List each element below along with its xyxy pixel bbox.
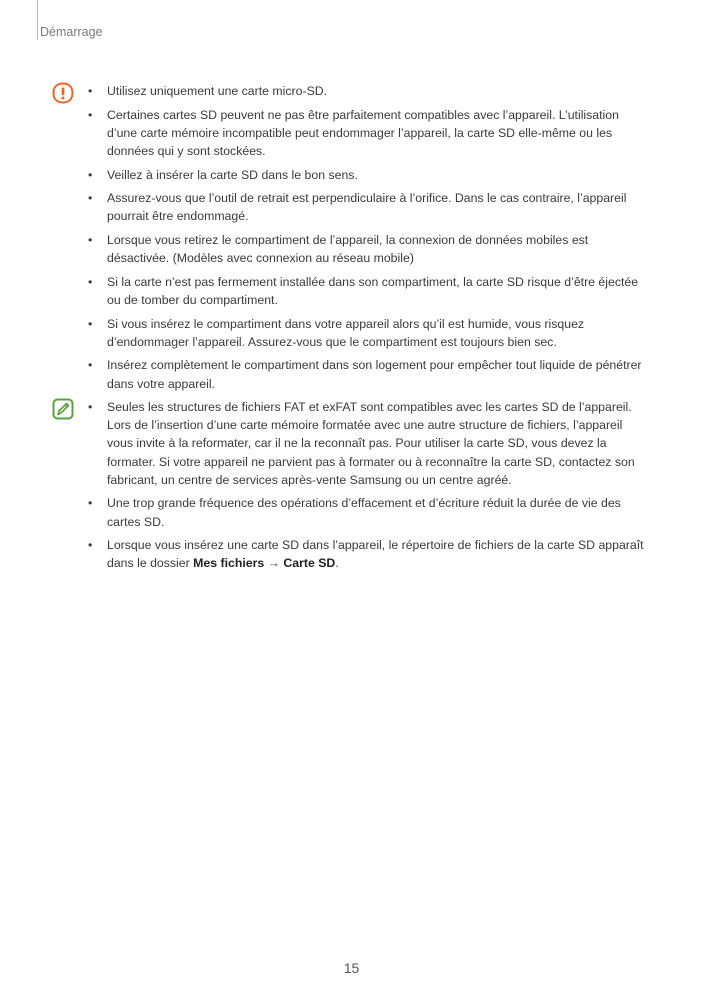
note-icon	[52, 398, 74, 420]
caution-item: • Veillez à insérer la carte SD dans le bon sens.	[88, 166, 650, 184]
note-item: • Seules les structures de fichiers FAT et exFAT sont compatibles avec les cartes SD de l’appareil. Lors de l’insertion d’une carte mémoire formatée avec une autre structure de fichiers, l’appareil vous invite à la reformater, car il ne la reconnaît pas. Pour utiliser la carte SD, vous devez la formater. Si votre appareil ne parvient pas à formater ou à reconnaître la carte SD, contactez son fabricant, un centre de services après-vente Samsung ou un centre agréé.	[88, 398, 650, 489]
section-title: Démarrage	[40, 25, 103, 39]
caution-item: • Lorsque vous retirez le compartiment de l’appareil, la connexion de données mobiles est désactivée. (Modèles avec connexion au réseau mobile)	[88, 231, 650, 267]
path-arrow: →	[264, 556, 284, 571]
caution-list	[88, 82, 650, 398]
caution-item: • Assurez-vous que l’outil de retrait est perpendiculaire à l’orifice. Dans le cas contraire, l’appareil pourrait être endommagé.	[88, 189, 650, 225]
header-divider	[37, 0, 38, 40]
caution-item: • Si vous insérez le compartiment dans votre appareil alors qu’il est humide, vous risquez d’endommager l’appareil. Assurez-vous que le compartiment est toujours bien sec.	[88, 315, 650, 351]
note-list	[88, 398, 650, 578]
sentence-end: .	[335, 556, 339, 571]
page-number: 15	[343, 960, 360, 976]
caution-item: • Si la carte n’est pas fermement installée dans son compartiment, la carte SD risque d’être éjectée ou de tomber du compartiment.	[88, 273, 650, 309]
caution-item: • Certaines cartes SD peuvent ne pas être parfaitement compatibles avec l’appareil. L’utilisation d’une carte mémoire incompatible peut endommager l’appareil, la carte SD elle-même ou les données qui y sont stockées.	[88, 106, 650, 161]
caution-item: • Utilisez uniquement une carte micro-SD.	[88, 82, 650, 100]
note-item-text: Lorsque vous insérez une carte SD dans l’appareil, le répertoire de fichiers de la carte SD apparaît dans le dossier	[107, 538, 644, 571]
folder-path-sd-card: Carte SD	[283, 556, 336, 571]
folder-path-my-files: Mes fichiers	[193, 556, 265, 571]
caution-icon	[52, 82, 74, 104]
note-item: • Une trop grande fréquence des opérations d’effacement et d’écriture réduit la durée de vie des cartes SD.	[88, 494, 650, 530]
caution-item: • Insérez complètement le compartiment dans son logement pour empêcher tout liquide de pénétrer dans votre appareil.	[88, 356, 650, 392]
note-item	[88, 536, 650, 572]
